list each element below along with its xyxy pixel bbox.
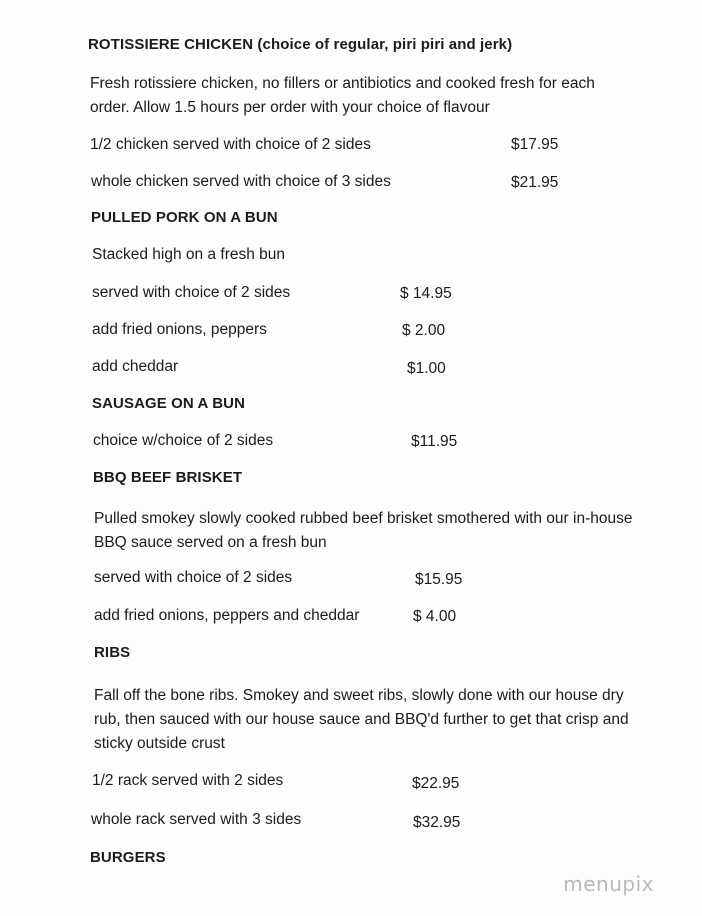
rotisserie-item-half-price: $17.95 (511, 136, 559, 153)
sausage-heading: SAUSAGE ON A BUN (92, 395, 245, 412)
ribs-heading: RIBS (94, 644, 131, 661)
pulled-pork-item-onions-label: add fried onions, peppers (92, 321, 267, 338)
brisket-item-sides-price: $15.95 (415, 571, 463, 588)
ribs-item-whole-label: whole rack served with 3 sides (91, 811, 302, 828)
brisket-heading: BBQ BEEF BRISKET (93, 469, 243, 486)
brisket-item-sides-label: served with choice of 2 sides (94, 569, 293, 586)
brisket-item-addons-price: $ 4.00 (413, 608, 457, 625)
pulled-pork-item-cheddar-label: add cheddar (92, 358, 179, 375)
pulled-pork-item-onions-price: $ 2.00 (402, 322, 446, 339)
ribs-item-whole-price: $32.95 (413, 814, 461, 831)
sausage-item-label: choice w/choice of 2 sides (93, 432, 274, 449)
burgers-heading: BURGERS (90, 849, 166, 866)
pulled-pork-item-sides-label: served with choice of 2 sides (92, 284, 291, 301)
rotisserie-item-whole-price: $21.95 (511, 174, 559, 191)
rotisserie-description: Fresh rotissiere chicken, no fillers or antibiotics and cooked fresh for each order. Allow 1.5 hours per order with your choice of flavour (90, 75, 595, 116)
ribs-description: Fall off the bone ribs. Smokey and sweet ribs, slowly done with our house dry rub, then sauced with our house sauce and BBQ'd further to get that crisp and sticky outside crust (94, 687, 629, 752)
brisket-description: Pulled smokey slowly cooked rubbed beef brisket smothered with our in-house BBQ sauce served on a fresh bun (94, 510, 633, 551)
pulled-pork-item-cheddar-price: $1.00 (407, 360, 446, 377)
pulled-pork-heading: PULLED PORK ON A BUN (91, 209, 278, 226)
rotisserie-item-whole-label: whole chicken served with choice of 3 sides (91, 173, 391, 190)
rotisserie-heading: ROTISSIERE CHICKEN (choice of regular, piri piri and jerk) (88, 36, 513, 53)
pulled-pork-item-sides-price: $ 14.95 (400, 285, 452, 302)
rotisserie-item-half-label: 1/2 chicken served with choice of 2 sides (90, 136, 371, 153)
brisket-item-addons-label: add fried onions, peppers and cheddar (94, 607, 360, 624)
ribs-item-half-label: 1/2 rack served with 2 sides (92, 772, 284, 789)
ribs-item-half-price: $22.95 (412, 775, 460, 792)
menupix-watermark: menupix (563, 872, 654, 896)
sausage-item-price: $11.95 (411, 433, 458, 450)
pulled-pork-description: Stacked high on a fresh bun (92, 246, 286, 263)
